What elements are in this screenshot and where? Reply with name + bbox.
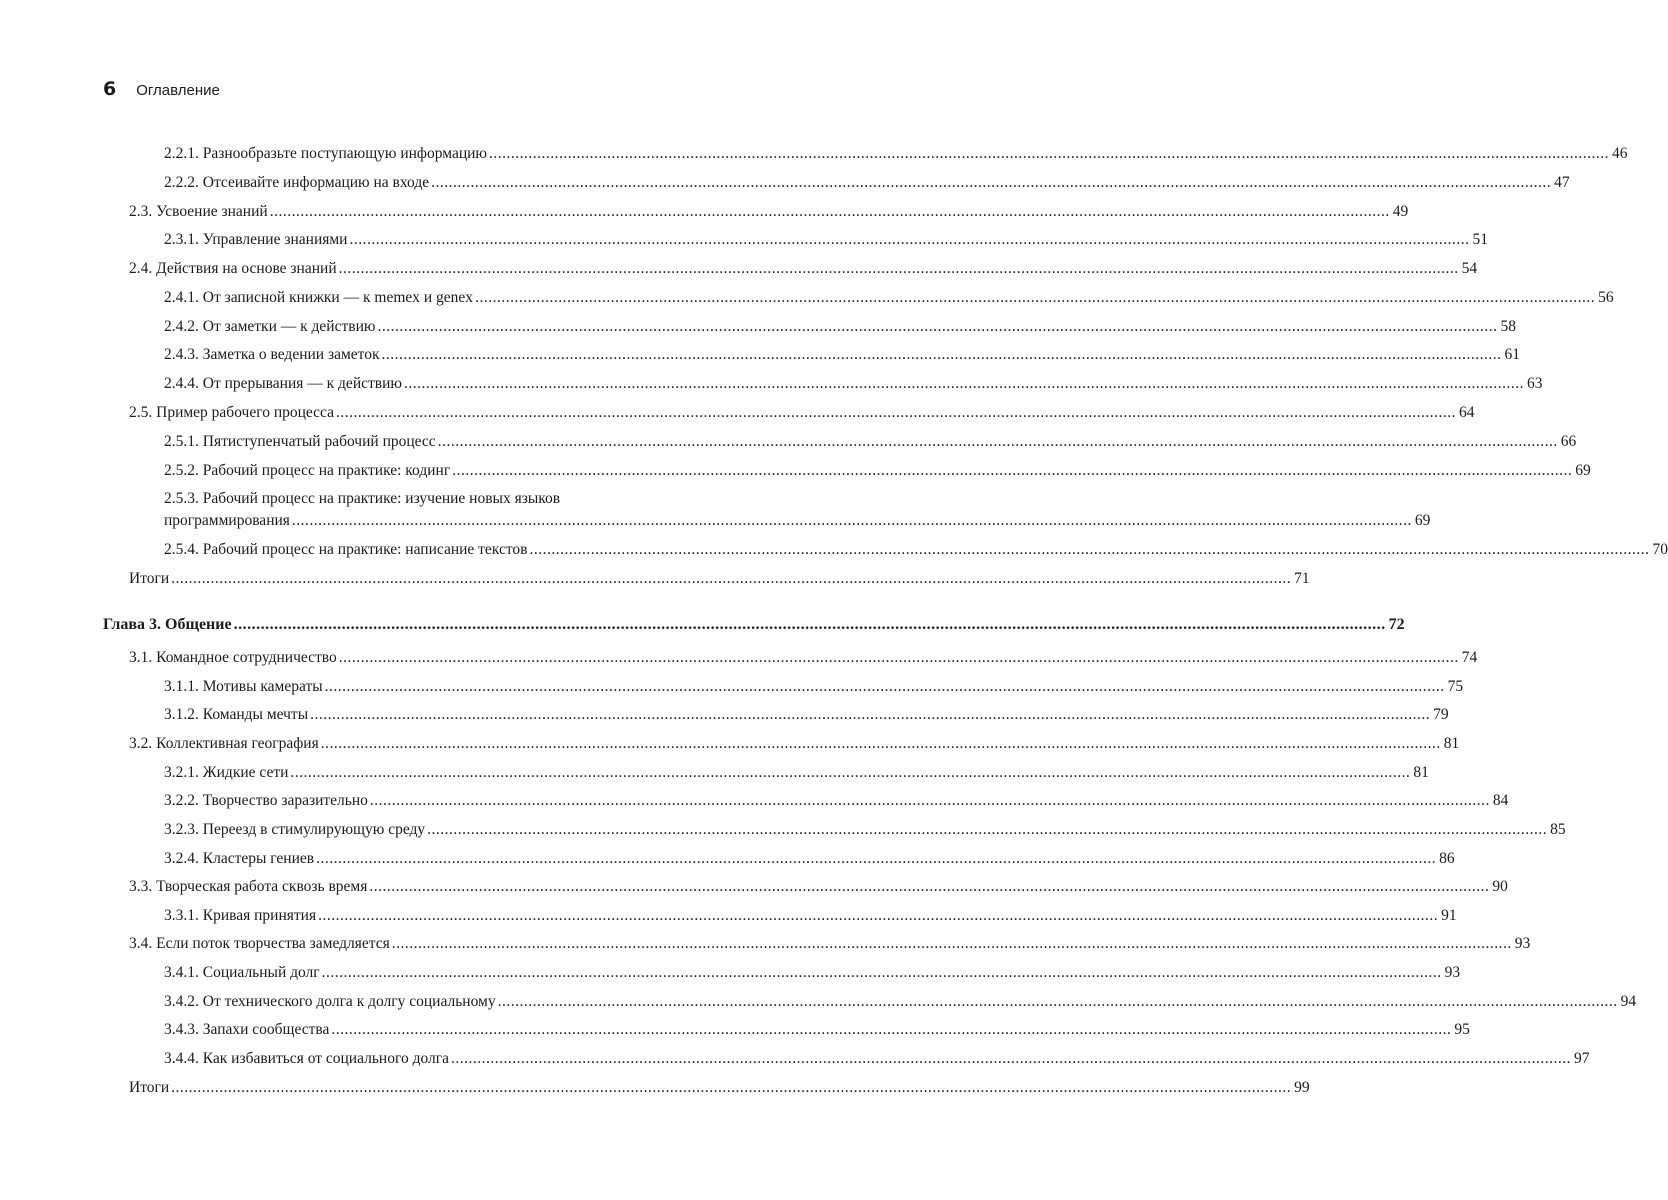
toc-entry-title: 3.2.4. Кластеры гениев — [164, 850, 315, 867]
toc-entry-title: 2.4. Действия на основе знаний — [129, 260, 337, 277]
leader-dots — [321, 733, 1441, 754]
leader-dots — [316, 848, 1436, 869]
toc-entry-title: 3.2. Коллективная география — [129, 735, 319, 752]
toc-entry — [129, 933, 1531, 954]
toc-entry-title: 3.4. Если поток творчества замедляется — [129, 935, 390, 952]
toc-entry — [164, 962, 1461, 983]
toc-entry-title: 3.4.3. Запахи сообщества — [164, 1021, 330, 1038]
toc-entry-title: 2.5.4. Рабочий процесс на практике: написание текстов — [164, 541, 528, 558]
leader-dots — [438, 431, 1558, 452]
toc-entry — [164, 848, 1455, 869]
toc-entry-title: 2.5. Пример рабочего процесса — [129, 404, 334, 421]
leader-dots — [171, 1077, 1291, 1098]
toc-entry-page: 74 — [1461, 649, 1478, 666]
toc-entry — [164, 1019, 1470, 1040]
toc-entry-page: 91 — [1441, 907, 1457, 924]
toc-entry — [164, 373, 1543, 394]
toc-entry-page: 97 — [1573, 1050, 1590, 1067]
toc-entry-page: 85 — [1550, 821, 1566, 838]
toc-entry-page: 71 — [1294, 570, 1310, 587]
toc-entry-title: 3.3. Творческая работа сквозь время — [129, 878, 368, 895]
leader-dots — [452, 460, 1572, 481]
toc-entry-page: 46 — [1612, 145, 1628, 162]
toc-entry-title: 3.2.1. Жидкие сети — [164, 764, 289, 781]
leader-dots — [431, 172, 1551, 193]
leader-dots — [322, 962, 1442, 983]
leader-dots — [489, 143, 1609, 164]
leader-dots — [331, 1019, 1451, 1040]
toc-entry — [164, 229, 1488, 250]
toc-entry-title: 3.2.2. Творчество заразительно — [164, 792, 368, 809]
toc-entry-page: 70 — [1652, 541, 1668, 558]
toc-entry-title: 2.2.2. Отсеивайте информацию на входе — [164, 174, 430, 191]
toc-entry-page: 81 — [1413, 764, 1429, 781]
toc-entry-page: 94 — [1620, 993, 1637, 1010]
toc-entry — [164, 819, 1566, 840]
toc-entry — [164, 676, 1464, 697]
toc-entry-title: 2.2.1. Разнообразьте поступающую информацию — [164, 145, 487, 162]
toc-entry — [164, 762, 1429, 783]
toc-entry — [164, 991, 1637, 1012]
leader-dots — [475, 287, 1595, 308]
toc-entry — [164, 287, 1614, 308]
leader-dots — [234, 614, 1386, 635]
leader-dots — [529, 539, 1649, 560]
toc-entry-page: 75 — [1447, 678, 1464, 695]
page-number: 6 — [103, 78, 117, 100]
leader-dots — [290, 762, 1410, 783]
toc-entry-title: Итоги — [129, 1079, 170, 1096]
toc-entry-title: 2.4.3. Заметка о ведении заметок — [164, 346, 380, 363]
leader-dots — [339, 647, 1459, 668]
toc-entry-page: 84 — [1492, 792, 1509, 809]
leader-dots — [270, 201, 1390, 222]
toc-entry-page: 79 — [1433, 706, 1449, 723]
toc-entry-page: 99 — [1294, 1079, 1310, 1096]
leader-dots — [377, 316, 1497, 337]
toc-entry-title: 2.3. Усвоение знаний — [129, 203, 268, 220]
leader-dots — [310, 704, 1430, 725]
toc-entry-page: 63 — [1526, 375, 1543, 392]
toc-entry — [164, 143, 1628, 164]
toc-entry-title: 3.4.4. Как избавиться от социального долга — [164, 1050, 449, 1067]
leader-dots — [336, 402, 1456, 423]
toc-entry-page: 56 — [1598, 289, 1614, 306]
leader-dots — [339, 258, 1459, 279]
toc-entry — [164, 344, 1521, 365]
toc-entry-page: 49 — [1392, 203, 1409, 220]
toc-entry — [129, 647, 1478, 668]
toc-entry-page: 81 — [1443, 735, 1460, 752]
leader-dots — [318, 905, 1438, 926]
toc-entry — [164, 704, 1449, 725]
toc-entry-title: 2.5.1. Пятиступенчатый рабочий процесс — [164, 433, 436, 450]
toc-entry — [164, 172, 1570, 193]
toc-entry-title: 2.4.4. От прерывания — к действию — [164, 375, 402, 392]
toc-entry-title: 3.4.1. Социальный долг — [164, 964, 320, 981]
toc-entry-page: 51 — [1472, 231, 1488, 248]
toc-entry-title: Итоги — [129, 570, 170, 587]
toc-entry-page: 95 — [1454, 1021, 1470, 1038]
toc-entry — [164, 905, 1457, 926]
toc-entry — [129, 402, 1475, 423]
toc-entry-page: 58 — [1500, 318, 1516, 335]
toc-entry-title: 2.4.2. От заметки — к действию — [164, 318, 376, 335]
toc-chapter-entry — [103, 614, 1405, 635]
toc-entry-title: программирования — [164, 512, 290, 529]
leader-dots — [171, 568, 1291, 589]
toc-entry-page: 69 — [1414, 512, 1431, 529]
toc-entry — [129, 201, 1409, 222]
toc-entry — [164, 316, 1516, 337]
leader-dots — [349, 229, 1469, 250]
toc-entry-title: 2.3.1. Управление знаниями — [164, 231, 348, 248]
leader-dots — [427, 819, 1547, 840]
toc-entry-page: 93 — [1514, 935, 1531, 952]
toc-entry-title-line1: 2.5.3. Рабочий процесс на практике: изучение новых языков — [164, 490, 561, 507]
toc-entry — [129, 258, 1478, 279]
toc-entry-page: 54 — [1461, 260, 1478, 277]
toc-entry-page: 86 — [1439, 850, 1455, 867]
toc-entry-page: 64 — [1459, 404, 1475, 421]
leader-dots — [292, 510, 1412, 531]
leader-dots — [392, 933, 1512, 954]
leader-dots — [325, 676, 1445, 697]
toc-entry-title: 3.1.1. Мотивы камераты — [164, 678, 323, 695]
toc-entry — [129, 568, 1310, 589]
toc-entry — [129, 733, 1460, 754]
toc-entry-title: 3.1. Командное сотрудничество — [129, 649, 337, 666]
toc-entry-page: 93 — [1444, 964, 1461, 981]
toc-entry — [164, 1048, 1590, 1069]
running-title: Оглавление — [136, 82, 220, 99]
toc-entry-page: 72 — [1388, 616, 1405, 633]
leader-dots — [404, 373, 1524, 394]
toc-entry — [164, 510, 1431, 531]
toc-entry — [164, 790, 1509, 811]
leader-dots — [370, 790, 1490, 811]
toc-entry — [129, 876, 1508, 897]
toc-entry — [129, 1077, 1310, 1098]
toc-entry-title: 3.4.2. От технического долга к долгу социальному — [164, 993, 496, 1010]
leader-dots — [369, 876, 1489, 897]
toc-entry-title: 3.2.3. Переезд в стимулирующую среду — [164, 821, 426, 838]
toc-entry-title: 2.5.2. Рабочий процесс на практике: кодинг — [164, 462, 451, 479]
toc-entry-title: 2.4.1. От записной книжки — к memex и genex — [164, 289, 474, 306]
leader-dots — [382, 344, 1502, 365]
toc-entry — [164, 460, 1591, 481]
running-header — [103, 78, 220, 100]
toc-entry-page: 69 — [1575, 462, 1591, 479]
toc-entry-title: 3.3.1. Кривая принятия — [164, 907, 317, 924]
toc-entry-page: 66 — [1560, 433, 1577, 450]
leader-dots — [498, 991, 1618, 1012]
toc-entry-title: 3.1.2. Команды мечты — [164, 706, 309, 723]
toc-entry-page: 61 — [1504, 346, 1521, 363]
toc-entry — [164, 539, 1668, 560]
toc-entry-page: 90 — [1492, 878, 1508, 895]
toc-entry-page: 47 — [1554, 174, 1570, 191]
leader-dots — [451, 1048, 1571, 1069]
toc-entry-title: Глава 3. Общение — [103, 616, 232, 633]
toc-entry — [164, 431, 1577, 452]
